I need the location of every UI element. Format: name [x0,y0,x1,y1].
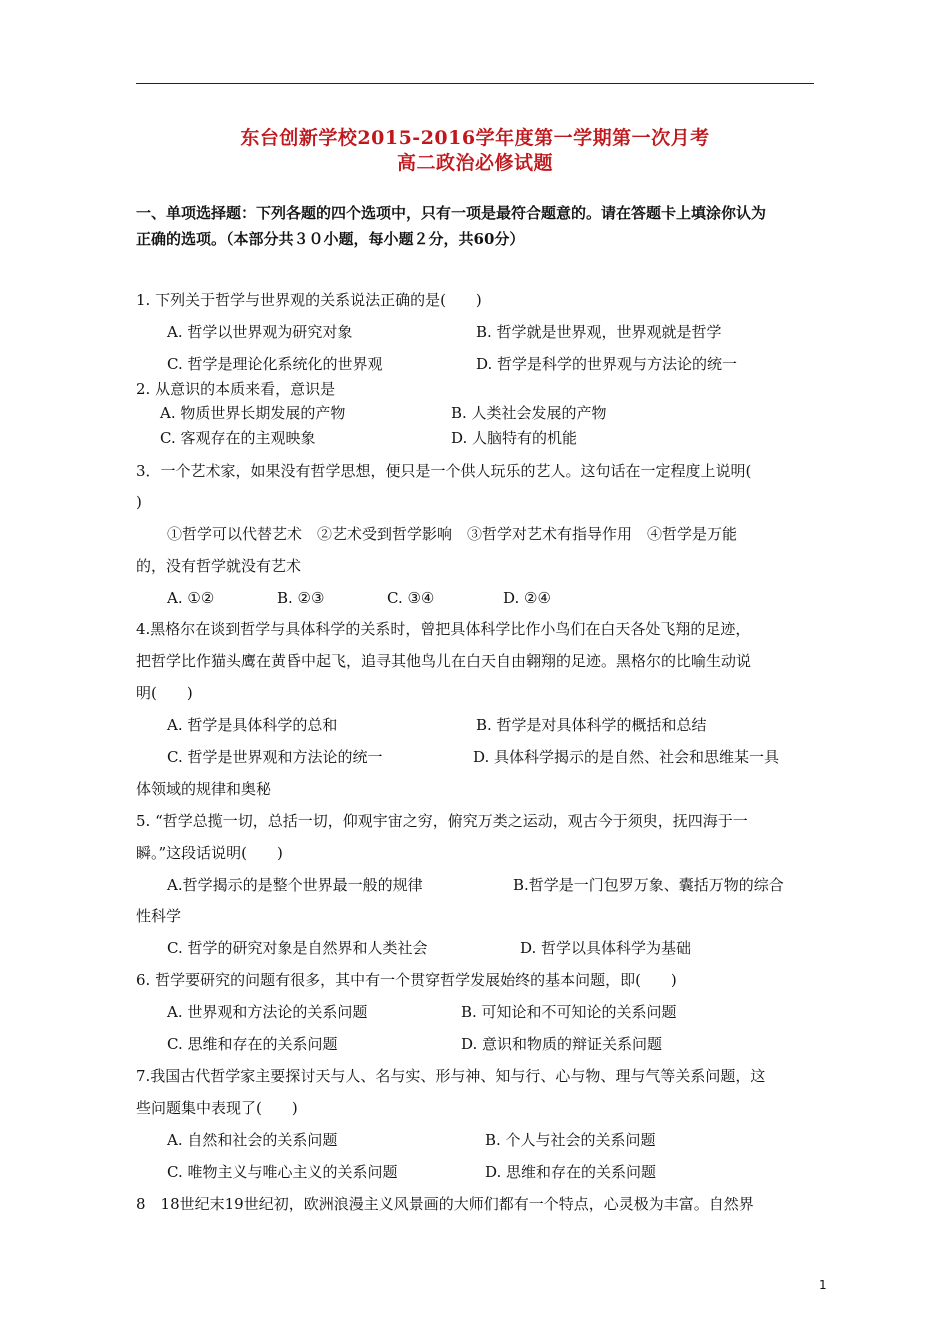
question-3-option-b: B. ②③ [277,589,325,607]
question-4-option-d-continued: 体领域的规律和奥秘 [136,780,272,798]
question-8-stem-line1: 8 18世纪末19世纪初，欧洲浪漫主义风景画的大师们都有一个特点，心灵极为丰富。自然界 [136,1195,754,1213]
section-instructions-line2: 正确的选项。（本部分共３０小题，每小题２分，共60分） [136,230,525,248]
question-3-statements-line2: 的，没有哲学就没有艺术 [136,557,302,575]
question-5-option-b: B.哲学是一门包罗万象、囊括万物的综合 [513,876,784,894]
question-2-option-a: A. 物质世界长期发展的产物 [160,404,346,422]
header-rule [136,83,814,84]
question-4-stem-line2: 把哲学比作猫头鹰在黄昏中起飞，追寻其他鸟儿在白天自由翱翔的足迹。黑格尔的比喻生动说 [136,652,752,670]
page-number: 1 [819,1278,827,1292]
question-5-stem-line2: 瞬。”这段话说明( ) [136,844,283,862]
question-1-option-b: B. 哲学就是世界观，世界观就是哲学 [476,323,722,341]
question-6-option-a: A. 世界观和方法论的关系问题 [167,1003,368,1021]
question-6-option-b: B. 可知论和不可知论的关系问题 [461,1003,677,1021]
question-5-option-d: D. 哲学以具体科学为基础 [520,939,692,957]
question-2-stem: 2. 从意识的本质来看，意识是 [136,380,336,398]
question-7-option-b: B. 个人与社会的关系问题 [485,1131,656,1149]
question-1-option-d: D. 哲学是科学的世界观与方法论的统一 [476,355,738,373]
question-7-option-a: A. 自然和社会的关系问题 [167,1131,338,1149]
question-4-option-b: B. 哲学是对具体科学的概括和总结 [476,716,707,734]
question-7-option-d: D. 思维和存在的关系问题 [485,1163,657,1181]
exam-subtitle: 高二政治必修试题 [396,152,553,174]
question-5-option-c: C. 哲学的研究对象是自然界和人类社会 [167,939,428,957]
question-2-option-c: C. 客观存在的主观映象 [160,429,316,447]
question-3-statements-line1: ①哲学可以代替艺术 ②艺术受到哲学影响 ③哲学对艺术有指导作用 ④哲学是万能 [167,525,738,543]
question-2-option-b: B. 人类社会发展的产物 [451,404,607,422]
question-5-stem-line1: 5. “哲学总揽一切，总括一切，仰观宇宙之穷，俯究万类之运动，观古今于须臾，抚四海于一 [136,812,748,830]
question-6-option-c: C. 思维和存在的关系问题 [167,1035,338,1053]
question-5-option-b-continued: 性科学 [136,907,182,925]
question-3-stem-line1: 3．一个艺术家，如果没有哲学思想，便只是一个供人玩乐的艺人。这句话在一定程度上说明( [136,462,752,480]
question-4-option-d: D. 具体科学揭示的是自然、社会和思维某一具 [473,748,780,766]
question-1-stem: 1. 下列关于哲学与世界观的关系说法正确的是( ) [136,291,482,309]
question-7-stem-line2: 些问题集中表现了( ) [136,1099,298,1117]
section-instructions-line1: 一、单项选择题：下列各题的四个选项中，只有一项是最符合题意的。请在答题卡上填涂你认为 [136,204,767,222]
exam-title: 东台创新学校2015-2016学年度第一学期第一次月考 [240,127,710,149]
question-5-option-a: A.哲学揭示的是整个世界最一般的规律 [167,876,423,894]
question-7-stem-line1: 7.我国古代哲学家主要探讨天与人、名与实、形与神、知与行、心与物、理与气等关系问题，这 [136,1067,766,1085]
question-3-option-d: D. ②④ [503,589,551,607]
question-3-option-a: A. ①② [167,589,215,607]
question-4-stem-line1: 4.黑格尔在谈到哲学与具体科学的关系时，曾把具体科学比作小鸟们在白天各处飞翔的足迹， [136,620,751,638]
question-1-option-a: A. 哲学以世界观为研究对象 [167,323,353,341]
question-4-option-c: C. 哲学是世界观和方法论的统一 [167,748,383,766]
question-6-option-d: D. 意识和物质的辩证关系问题 [461,1035,663,1053]
question-3-option-c: C. ③④ [387,589,435,607]
question-4-stem-line3: 明( ) [136,684,193,702]
question-3-stem-line2: ) [136,493,142,511]
question-2-option-d: D. 人脑特有的机能 [451,429,578,447]
question-7-option-c: C. 唯物主义与唯心主义的关系问题 [167,1163,398,1181]
question-1-option-c: C. 哲学是理论化系统化的世界观 [167,355,383,373]
question-4-option-a: A. 哲学是具体科学的总和 [167,716,338,734]
question-6-stem: 6. 哲学要研究的问题有很多，其中有一个贯穿哲学发展始终的基本问题，即( ) [136,971,677,989]
